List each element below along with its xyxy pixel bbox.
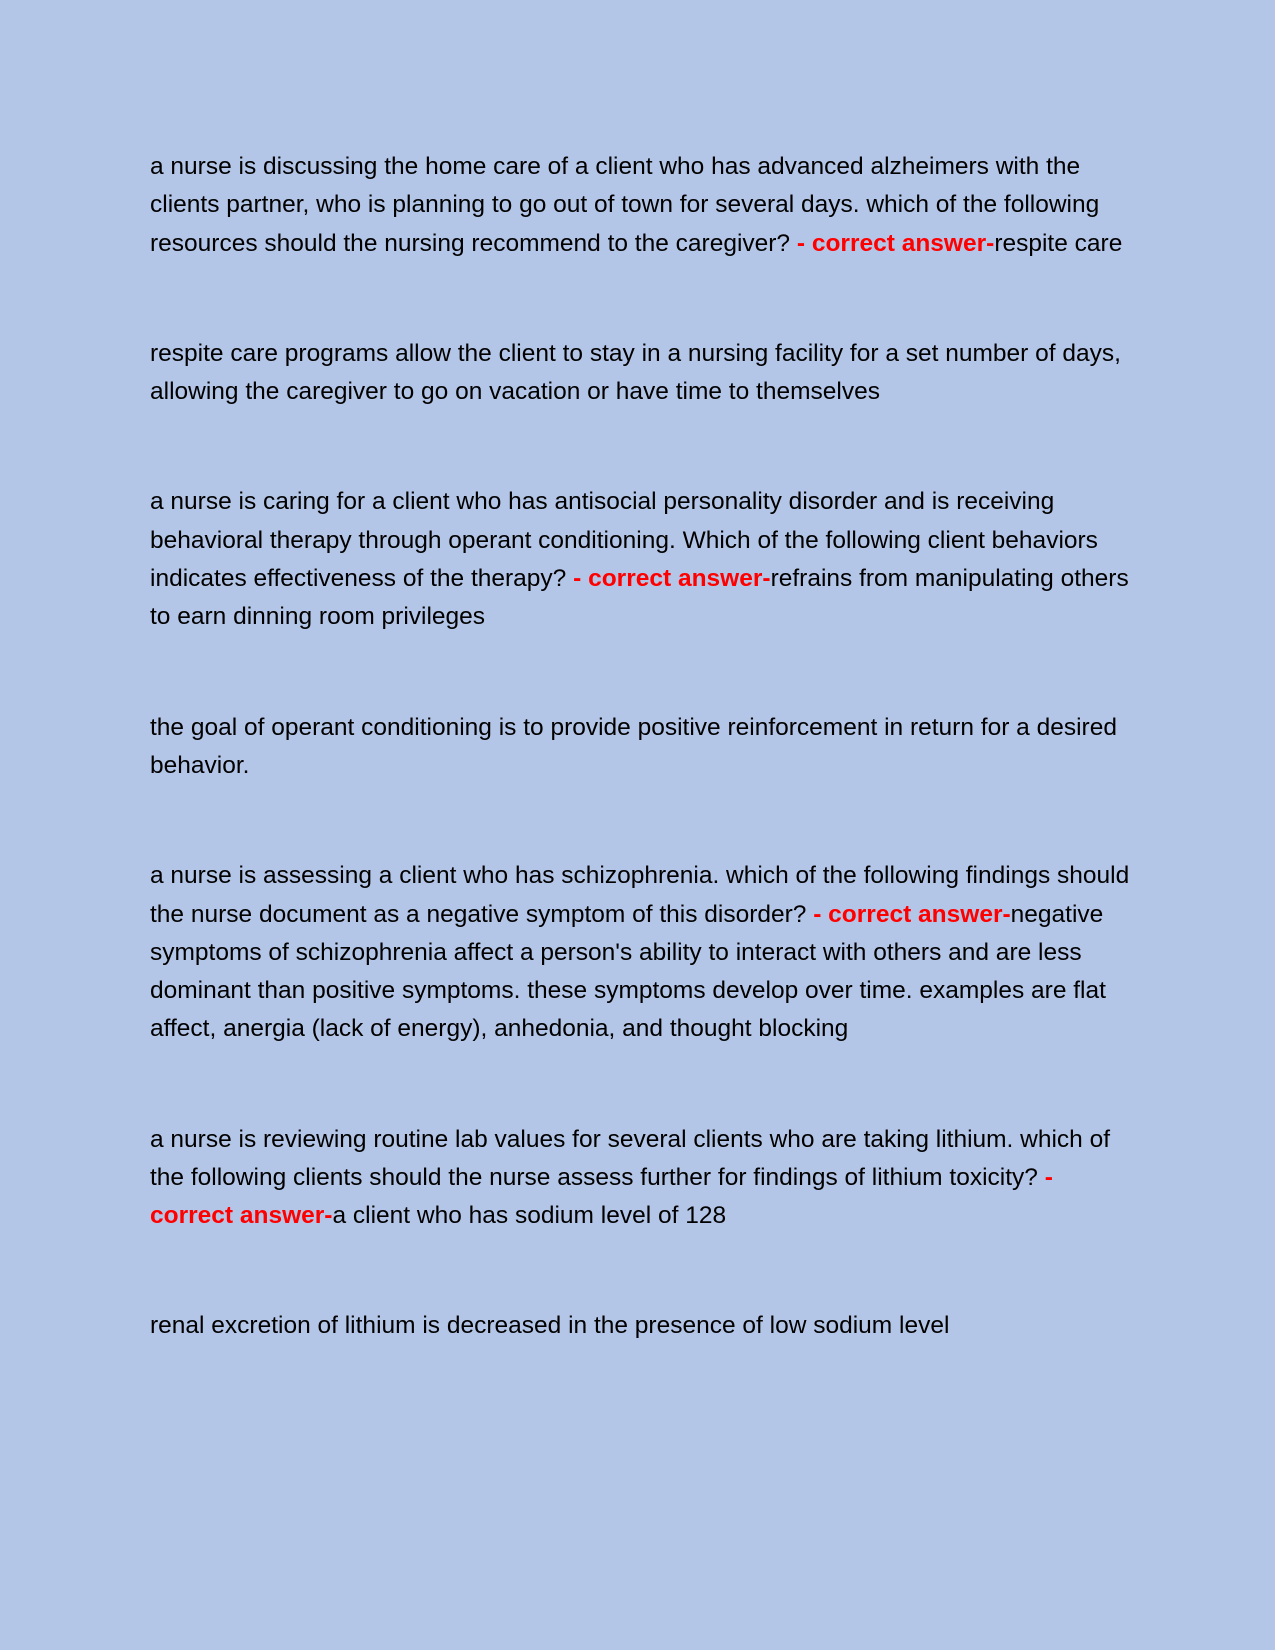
- correct-answer-label: - correct answer-: [573, 565, 771, 593]
- question-text: a nurse is discussing the home care of a client who has advanced alzheimers with the clients partner, who is planning to go out of town for several days. which of the following resources should the nursing recommend to the caregiver?: [150, 153, 1100, 257]
- paragraph-spacer: [150, 1236, 1140, 1307]
- document-page: [150, 148, 1140, 1345]
- paragraph-spacer: [150, 1049, 1140, 1121]
- question-text: a nurse is caring for a client who has antisocial personality disorder and is receiving behavioral therapy through operant conditioning. Which of the following client behaviors indicates effectiveness of the therapy?: [150, 488, 1098, 593]
- paragraph-spacer: [150, 785, 1140, 857]
- question-paragraph: [150, 1121, 1140, 1236]
- question-text: a nurse is assessing a client who has schizophrenia. which of the following findings should the nurse document as a negative symptom of this disorder?: [150, 862, 1130, 928]
- rationale-paragraph: renal excretion of lithium is decreased in the presence of low sodium level: [150, 1311, 950, 1339]
- paragraph-spacer: [150, 263, 1140, 335]
- answer-text: negative symptoms of schizophrenia affect a person's ability to interact with others and are less dominant than positive symptoms. these symptoms develop over time. examples are flat affect, anergia (lack of energy), anhedonia, and thought blocking: [150, 900, 1106, 1043]
- paragraph-spacer: [150, 637, 1140, 709]
- answer-text: respite care: [994, 229, 1123, 257]
- correct-answer-label: - correct answer-: [813, 900, 1011, 928]
- answer-text: refrains from manipulating others to earn dinning room privileges: [150, 565, 1129, 631]
- correct-answer-label: - correct answer-: [150, 1164, 1053, 1230]
- question-text: a nurse is reviewing routine lab values for several clients who are taking lithium. which of the following clients should the nurse assess further for findings of lithium toxicity?: [150, 1125, 1111, 1192]
- question-paragraph: [150, 483, 1140, 636]
- question-paragraph: [150, 148, 1140, 263]
- rationale-paragraph: the goal of operant conditioning is to provide positive reinforcement in return for a desired behavior.: [150, 713, 1117, 779]
- rationale-paragraph: respite care programs allow the client to stay in a nursing facility for a set number of days, allowing the caregiver to go on vacation or have time to themselves: [150, 339, 1121, 406]
- correct-answer-label: - correct answer-: [796, 229, 995, 257]
- paragraph-spacer: [150, 411, 1140, 483]
- answer-text: a client who has sodium level of 128: [332, 1202, 727, 1230]
- question-paragraph: [150, 857, 1140, 1048]
